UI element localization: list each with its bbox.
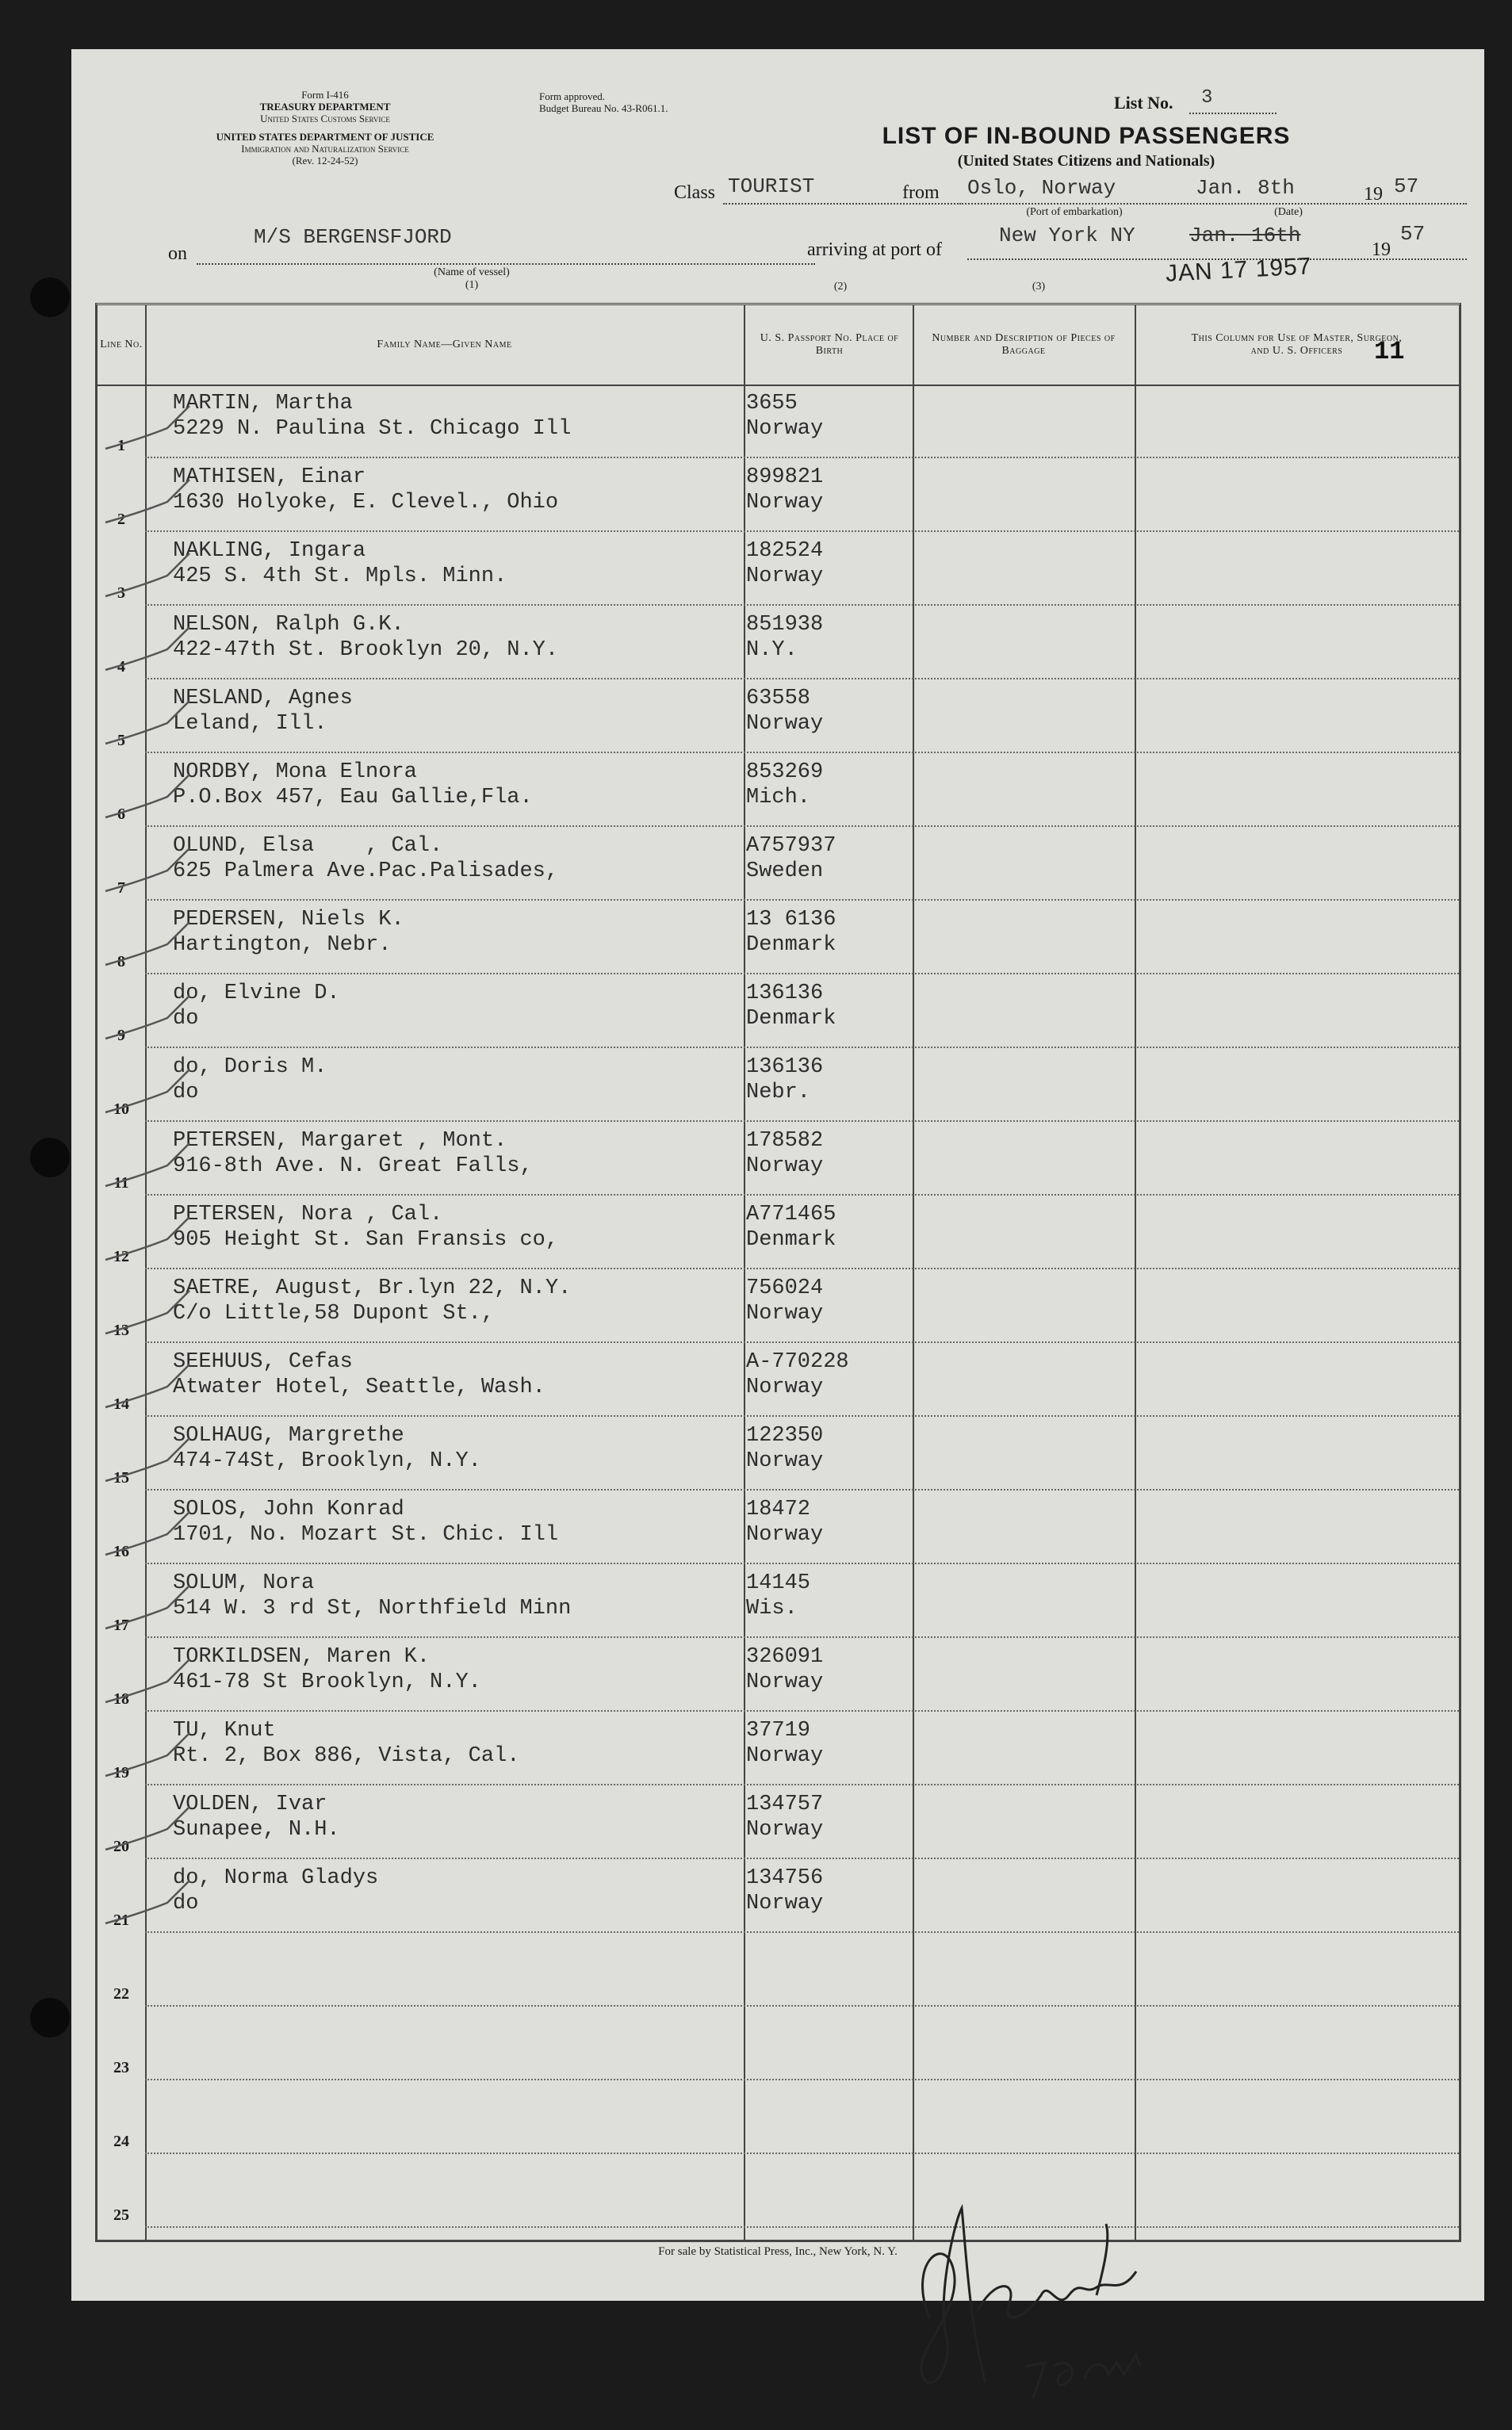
check-mark-icon [104, 478, 191, 526]
line-number: 10 [113, 1100, 129, 1118]
line-number: 20 [113, 1838, 129, 1855]
list-no-label: List No. [1114, 93, 1173, 113]
line-number: 15 [113, 1469, 129, 1487]
check-mark-icon [104, 1510, 191, 1558]
list-no-line [1189, 113, 1277, 114]
passport-birthplace [746, 760, 823, 810]
passport-birthplace [746, 981, 836, 1031]
passenger-name-address [173, 1128, 533, 1179]
approved-line: Form approved. [539, 90, 606, 102]
passenger-name-address [173, 833, 558, 884]
vessel-line [197, 263, 815, 265]
table-row [98, 1933, 1459, 2007]
passport-number: 14145 [746, 1571, 811, 1595]
place-of-birth: N.Y. [746, 638, 798, 662]
line-number: 18 [113, 1690, 129, 1708]
passenger-address: 1630 Holyoke, E. Clevel., Ohio [173, 491, 559, 515]
passenger-name: NAKLING, Ingara [173, 539, 366, 563]
passenger-name: PETERSEN, Margaret , Mont. [173, 1129, 507, 1153]
check-mark-icon [104, 1732, 191, 1779]
passenger-address: Leland, Ill. [173, 712, 327, 736]
table-row [98, 901, 1459, 974]
passenger-name: MATHISEN, Einar [173, 465, 366, 489]
passenger-address: 1701, No. Mozart St. Chic. Ill [173, 1523, 559, 1547]
passport-birthplace [746, 1276, 823, 1326]
passenger-name-address [173, 686, 353, 737]
table-row [98, 458, 1459, 532]
check-mark-icon [104, 773, 191, 821]
passenger-name: SOLUM, Nora [173, 1571, 315, 1595]
table-row [98, 1343, 1459, 1417]
place-of-birth: Denmark [746, 933, 836, 957]
col-baggage: Number and Description of Pieces of Baggage [932, 332, 1116, 357]
line-number: 22 [113, 1985, 129, 2003]
budget-bureau-line: Budget Bureau No. 43-R061.1. [539, 102, 668, 114]
check-mark-icon [104, 626, 191, 673]
passenger-name: OLUND, Elsa , Cal. [173, 834, 443, 858]
passport-birthplace [746, 1792, 823, 1843]
col-name: Family Name—Given Name [377, 339, 512, 350]
passport-birthplace [746, 907, 836, 958]
passport-birthplace [746, 1644, 823, 1695]
passenger-address: 474-74St, Brooklyn, N.Y. [173, 1449, 481, 1473]
place-of-birth: Norway [746, 1302, 824, 1326]
binder-hole-bottom [30, 1998, 70, 2038]
passenger-table [95, 303, 1461, 2242]
passenger-name: PETERSEN, Nora , Cal. [173, 1203, 443, 1226]
arrival-date: Jan. 16th [1189, 224, 1301, 247]
passenger-name-address [173, 1497, 558, 1548]
class-value: TOURIST [728, 174, 815, 198]
passport-birthplace [746, 1497, 823, 1548]
passenger-name: SOLHAUG, Margrethe [173, 1424, 404, 1448]
handwritten-signature [898, 2176, 1160, 2430]
passenger-address: Sunapee, N.H. [173, 1818, 340, 1842]
passport-number: A757937 [746, 834, 836, 858]
line-number: 7 [117, 879, 125, 897]
place-of-birth: Norway [746, 417, 824, 441]
place-of-birth: Norway [746, 1523, 824, 1547]
passport-number: 851938 [746, 613, 824, 637]
passport-number: 756024 [746, 1276, 824, 1300]
line-number: 16 [113, 1543, 129, 1560]
passport-number: 3655 [746, 392, 798, 415]
binder-hole-middle [30, 1138, 70, 1177]
passenger-address: do [173, 1007, 199, 1031]
passport-number: A-770228 [746, 1350, 849, 1374]
passenger-name-address [173, 465, 558, 515]
table-row [98, 2007, 1459, 2080]
check-mark-icon [104, 1879, 191, 1927]
place-of-birth: Norway [746, 1744, 824, 1768]
place-of-birth: Denmark [746, 1228, 836, 1252]
passenger-name-address [173, 1718, 519, 1769]
vessel-caption-text: (Name of vessel) [434, 266, 510, 278]
document-subtitle: (United States Citizens and Nationals) [957, 152, 1215, 170]
embarkation-port: Oslo, Norway [967, 176, 1116, 200]
from-label: from [902, 182, 940, 203]
passenger-name-address [173, 1571, 571, 1621]
passenger-address: 425 S. 4th St. Mpls. Minn. [173, 564, 507, 588]
passenger-address: 905 Height St. San Fransis co, [173, 1228, 559, 1252]
place-of-birth: Nebr. [746, 1081, 811, 1104]
place-of-birth: Norway [746, 1670, 824, 1694]
passport-birthplace [746, 1349, 849, 1400]
table-row [98, 1712, 1459, 1785]
passenger-name-address [173, 1866, 378, 1916]
table-row [98, 1564, 1459, 1638]
check-mark-icon [104, 1142, 191, 1189]
passenger-name-address [173, 907, 404, 958]
passenger-name-address [173, 760, 533, 810]
table-row [98, 1417, 1459, 1491]
check-mark-icon [104, 699, 191, 747]
passenger-name: VOLDEN, Ivar [173, 1793, 327, 1816]
passport-birthplace [746, 1866, 823, 1916]
check-mark-icon [104, 847, 191, 894]
passenger-name-address [173, 612, 558, 663]
passenger-name: do, Norma Gladys [173, 1866, 379, 1890]
passport-number: 136136 [746, 1055, 824, 1079]
passport-birthplace [746, 1202, 836, 1253]
table-row [98, 2080, 1459, 2154]
passport-number: 63558 [746, 687, 811, 710]
port-caption: (Port of embarkation) [1026, 206, 1123, 218]
table-row [98, 679, 1459, 753]
table-row [98, 1122, 1459, 1196]
passenger-address: Rt. 2, Box 886, Vista, Cal. [173, 1744, 520, 1768]
passenger-name: do, Elvine D. [173, 982, 340, 1005]
passenger-address: C/o Little,58 Dupont St., [173, 1302, 495, 1326]
passport-birthplace [746, 1718, 823, 1769]
passport-number: 134757 [746, 1793, 824, 1816]
passenger-name-address [173, 1202, 558, 1253]
vessel-caption-num: (1) [465, 279, 479, 291]
col-officers: This Column for Use of Master, Surgeon, and U. S. Officers [1191, 332, 1403, 357]
check-mark-icon [104, 1805, 191, 1853]
rev-date: (Rev. 12-24-52) [292, 155, 358, 166]
arrival-date-stamp: JAN 17 1957 [1165, 253, 1313, 287]
line-number: 8 [117, 953, 125, 970]
line-number: 21 [113, 1911, 129, 1929]
document-title: LIST OF IN-BOUND PASSENGERS [882, 123, 1291, 149]
passenger-name: SOLOS, John Konrad [173, 1498, 404, 1521]
justice-dept: UNITED STATES DEPARTMENT OF JUSTICE [216, 131, 434, 143]
embarkation-year: 57 [1394, 174, 1419, 198]
table-row [98, 827, 1459, 901]
passenger-address: 461-78 St Brooklyn, N.Y. [173, 1670, 481, 1694]
line-number: 19 [113, 1764, 129, 1781]
passport-number: 853269 [746, 760, 824, 784]
place-of-birth: Wis. [746, 1597, 798, 1621]
place-of-birth: Norway [746, 1154, 824, 1178]
from-line [959, 203, 1467, 205]
on-label: on [168, 243, 187, 264]
line-number: 2 [117, 511, 125, 528]
line-number: 9 [117, 1027, 125, 1044]
passenger-address: 916-8th Ave. N. Great Falls, [173, 1154, 533, 1178]
arriving-num: (2) [833, 281, 848, 293]
line-number: 3 [117, 584, 125, 602]
check-mark-icon [104, 1658, 191, 1705]
table-row [98, 1196, 1459, 1269]
check-mark-icon [104, 1068, 191, 1116]
passport-birthplace [746, 833, 836, 884]
treasury-dept: TREASURY DEPARTMENT [259, 101, 391, 113]
passenger-address: Atwater Hotel, Seattle, Wash. [173, 1376, 545, 1399]
year-prefix: 19 [1364, 184, 1383, 205]
place-of-birth: Norway [746, 1376, 824, 1399]
arrival-year: 57 [1400, 222, 1426, 246]
line-number: 12 [113, 1248, 129, 1265]
passport-number: 326091 [746, 1645, 824, 1669]
passport-birthplace [746, 391, 823, 442]
passenger-name: PEDERSEN, Niels K. [173, 908, 404, 932]
printer-footer: For sale by Statistical Press, Inc., New York, N. Y. [658, 2245, 898, 2258]
passenger-name-address [173, 1054, 327, 1105]
place-of-birth: Norway [746, 1449, 824, 1473]
table-row [98, 1638, 1459, 1712]
line-number: 24 [113, 2133, 129, 2150]
check-mark-icon [104, 1363, 191, 1410]
passport-birthplace [746, 1571, 810, 1621]
table-row [98, 2154, 1459, 2228]
passenger-name: TU, Knut [173, 1719, 276, 1743]
check-mark-icon [104, 1437, 191, 1484]
passport-birthplace [746, 538, 823, 589]
ins-service: Immigration and Naturalization Service [241, 143, 409, 155]
passport-birthplace [746, 612, 823, 663]
passenger-name-address [173, 538, 507, 589]
line-number: 23 [113, 2059, 129, 2076]
form-block [159, 89, 492, 166]
table-row [98, 1048, 1459, 1122]
place-of-birth: Mich. [746, 786, 811, 809]
table-row [98, 1269, 1459, 1343]
passenger-name: NORDBY, Mona Elnora [173, 760, 417, 784]
class-label: Class [674, 182, 716, 203]
check-mark-icon [104, 1584, 191, 1632]
passport-number: 37719 [746, 1719, 811, 1743]
passport-birthplace [746, 686, 823, 737]
passport-birthplace [746, 1054, 823, 1105]
arrival-port: New York NY [999, 224, 1135, 247]
table-header [98, 305, 1459, 386]
passport-number: 18472 [746, 1498, 811, 1521]
passenger-address: 422-47th St. Brooklyn 20, N.Y. [173, 638, 559, 662]
row-divider [145, 2226, 1459, 2228]
table-row [98, 385, 1459, 458]
line-number: 1 [117, 437, 125, 454]
col-line-no: Line No. [100, 339, 143, 350]
passport-number: 122350 [746, 1424, 824, 1448]
line-number: 25 [113, 2206, 129, 2224]
customs-service: United States Customs Service [260, 113, 390, 124]
line-number: 5 [117, 732, 125, 749]
line-number: 17 [113, 1617, 129, 1634]
passenger-address: do [173, 1081, 199, 1104]
passenger-address: do [173, 1892, 199, 1915]
line-number: 13 [113, 1322, 129, 1339]
arrival-year-prefix: 19 [1372, 239, 1391, 260]
line-number: 14 [113, 1395, 129, 1413]
passenger-name: TORKILDSEN, Maren K. [173, 1645, 431, 1669]
passport-birthplace [746, 1128, 823, 1179]
passport-birthplace [746, 1423, 823, 1474]
passenger-name-address [173, 1644, 481, 1695]
place-of-birth: Norway [746, 564, 824, 588]
passport-number: 134756 [746, 1866, 824, 1890]
line-number: 4 [117, 658, 125, 675]
table-row [98, 1491, 1459, 1564]
passenger-name: NESLAND, Agnes [173, 687, 353, 710]
manifest-sheet [71, 49, 1484, 2301]
passenger-address: 625 Palmera Ave.Pac.Palisades, [173, 859, 559, 883]
passport-number: 178582 [746, 1129, 824, 1153]
passport-number: A771465 [746, 1203, 836, 1226]
form-number: Form I-416 [301, 89, 349, 101]
passport-number: 182524 [746, 539, 824, 563]
passport-number: 136136 [746, 982, 824, 1005]
place-of-birth: Norway [746, 1892, 824, 1915]
arriving-label: arriving at port of [807, 239, 942, 260]
table-row [98, 1785, 1459, 1859]
date-caption: (Date) [1274, 206, 1303, 218]
passport-number: 13 6136 [746, 908, 836, 932]
place-of-birth: Norway [746, 712, 824, 736]
vessel-caption [373, 266, 571, 292]
check-mark-icon [104, 552, 191, 599]
passport-birthplace [746, 465, 823, 515]
passenger-name: SEEHUUS, Cefas [173, 1350, 353, 1374]
table-row [98, 532, 1459, 606]
binder-hole-top [30, 277, 70, 317]
passenger-name: SAETRE, August, Br.lyn 22, N.Y. [173, 1276, 572, 1300]
table-row [98, 753, 1459, 827]
table-row [98, 1859, 1459, 1933]
passenger-address: Hartington, Nebr. [173, 933, 392, 957]
list-no-value: 3 [1201, 87, 1213, 109]
passenger-address: 514 W. 3 rd St, Northfield Minn [173, 1597, 572, 1621]
check-mark-icon [104, 1289, 191, 1337]
place-of-birth: Denmark [746, 1007, 836, 1031]
passenger-name-address [173, 1792, 340, 1843]
check-mark-icon [104, 994, 191, 1042]
passenger-name-address [173, 391, 571, 442]
passenger-name-address [173, 981, 340, 1031]
check-mark-icon [104, 920, 191, 968]
passenger-address: P.O.Box 457, Eau Gallie,Fla. [173, 786, 533, 809]
check-mark-icon [104, 1215, 191, 1263]
passenger-name-address [173, 1349, 545, 1400]
officer-note: 11 [1374, 337, 1405, 366]
place-of-birth: Sweden [746, 859, 824, 883]
passenger-address: 5229 N. Paulina St. Chicago Ill [173, 417, 572, 441]
passport-number: 899821 [746, 465, 824, 489]
passenger-name: MARTIN, Martha [173, 392, 353, 415]
passenger-name-address [173, 1423, 481, 1474]
table-row [98, 974, 1459, 1048]
check-mark-icon [104, 404, 191, 452]
table-row [98, 606, 1459, 679]
vessel-name: M/S BERGENSFJORD [254, 225, 452, 249]
place-of-birth: Norway [746, 491, 824, 515]
passenger-name: do, Doris M. [173, 1055, 327, 1079]
arrival-num: (3) [1032, 281, 1046, 293]
embarkation-date: Jan. 8th [1196, 176, 1295, 200]
line-number: 11 [113, 1174, 129, 1192]
line-number: 6 [117, 806, 125, 823]
col-passport: U. S. Passport No. Place of Birth [760, 332, 899, 357]
approved-block [539, 90, 745, 114]
place-of-birth: Norway [746, 1818, 824, 1842]
passenger-name: NELSON, Ralph G.K. [173, 613, 404, 637]
passenger-name-address [173, 1276, 571, 1326]
